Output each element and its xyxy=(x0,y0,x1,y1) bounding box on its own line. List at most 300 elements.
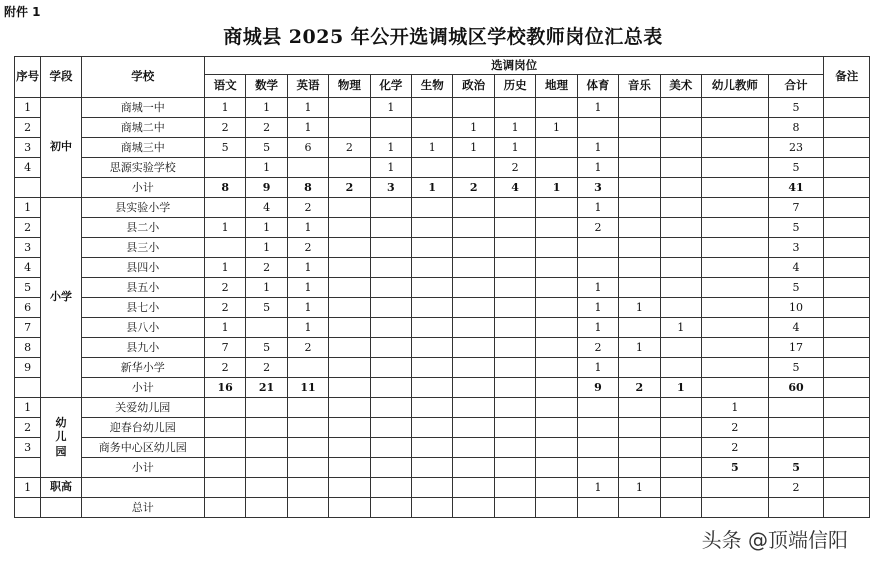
count-cell: 3 xyxy=(768,238,824,258)
seq-cell: 2 xyxy=(15,218,41,238)
count-cell xyxy=(660,98,701,118)
total-cell xyxy=(453,498,494,518)
count-cell: 5 xyxy=(768,98,824,118)
count-cell: 2 xyxy=(577,338,618,358)
count-cell xyxy=(412,158,453,178)
header-seq: 序号 xyxy=(15,57,41,98)
subtotal-cell xyxy=(494,378,535,398)
school-name: 迎春台幼儿园 xyxy=(81,418,204,438)
count-cell xyxy=(660,358,701,378)
subtotal-cell xyxy=(453,458,494,478)
count-cell xyxy=(702,238,769,258)
count-cell xyxy=(453,358,494,378)
count-cell xyxy=(536,238,577,258)
count-cell xyxy=(412,298,453,318)
count-cell xyxy=(329,358,370,378)
count-cell xyxy=(536,258,577,278)
count-cell: 1 xyxy=(702,398,769,418)
count-cell xyxy=(370,238,411,258)
count-cell xyxy=(370,478,411,498)
count-cell xyxy=(619,118,660,138)
count-cell xyxy=(660,198,701,218)
subtotal-cell xyxy=(702,378,769,398)
count-cell xyxy=(329,398,370,418)
count-cell: 1 xyxy=(577,278,618,298)
total-row xyxy=(15,498,870,518)
count-cell: 17 xyxy=(768,338,824,358)
count-cell xyxy=(660,158,701,178)
count-cell xyxy=(453,338,494,358)
count-cell: 23 xyxy=(768,138,824,158)
school-name: 商城二中 xyxy=(81,118,204,138)
count-cell xyxy=(412,118,453,138)
subtotal-cell xyxy=(536,378,577,398)
level-cell: 职高 xyxy=(41,478,81,498)
count-cell: 1 xyxy=(577,198,618,218)
count-cell: 2 xyxy=(246,118,287,138)
count-cell: 1 xyxy=(287,278,328,298)
count-cell xyxy=(768,398,824,418)
level-cell xyxy=(41,498,81,518)
subtotal-cell: 1 xyxy=(536,178,577,198)
count-cell: 5 xyxy=(768,358,824,378)
subtotal-row xyxy=(15,378,870,398)
seq-cell: 8 xyxy=(15,338,41,358)
header-subject: 政治 xyxy=(453,75,494,98)
count-cell xyxy=(619,438,660,458)
remark-cell xyxy=(824,138,870,158)
count-cell: 1 xyxy=(577,478,618,498)
count-cell: 1 xyxy=(412,138,453,158)
remark-cell xyxy=(824,378,870,398)
seq-cell: 5 xyxy=(15,278,41,298)
count-cell xyxy=(619,158,660,178)
header-subject: 物理 xyxy=(329,75,370,98)
count-cell: 1 xyxy=(494,138,535,158)
count-cell: 7 xyxy=(204,338,245,358)
count-cell: 1 xyxy=(453,118,494,138)
count-cell xyxy=(370,198,411,218)
count-cell xyxy=(536,478,577,498)
count-cell: 5 xyxy=(768,158,824,178)
table-row xyxy=(15,118,870,138)
header-subject: 历史 xyxy=(494,75,535,98)
count-cell xyxy=(453,418,494,438)
subtotal-cell: 60 xyxy=(768,378,824,398)
subtotal-cell xyxy=(577,458,618,478)
attachment-label: 附件 1 xyxy=(4,5,41,19)
level-cell: 小学 xyxy=(41,198,81,398)
count-cell: 1 xyxy=(287,258,328,278)
count-cell xyxy=(660,118,701,138)
seq-cell: 4 xyxy=(15,158,41,178)
count-cell xyxy=(329,298,370,318)
count-cell xyxy=(453,198,494,218)
remark-cell xyxy=(824,238,870,258)
count-cell: 2 xyxy=(204,118,245,138)
count-cell: 5 xyxy=(246,298,287,318)
count-cell: 1 xyxy=(577,298,618,318)
count-cell: 2 xyxy=(204,358,245,378)
count-cell xyxy=(329,158,370,178)
count-cell: 1 xyxy=(204,258,245,278)
count-cell: 4 xyxy=(246,198,287,218)
count-cell xyxy=(768,418,824,438)
subtotal-cell: 5 xyxy=(768,458,824,478)
count-cell xyxy=(660,298,701,318)
count-cell xyxy=(370,218,411,238)
count-cell xyxy=(702,138,769,158)
seq-cell: 7 xyxy=(15,318,41,338)
school-name: 县四小 xyxy=(81,258,204,278)
subtotal-cell xyxy=(619,458,660,478)
total-cell xyxy=(204,498,245,518)
total-cell xyxy=(246,498,287,518)
subtotal-cell: 16 xyxy=(204,378,245,398)
remark-cell xyxy=(824,318,870,338)
count-cell xyxy=(204,418,245,438)
header-subject: 幼儿教师 xyxy=(702,75,769,98)
count-cell xyxy=(494,278,535,298)
count-cell xyxy=(412,418,453,438)
count-cell xyxy=(660,418,701,438)
school-name: 县二小 xyxy=(81,218,204,238)
subtotal-cell: 41 xyxy=(768,178,824,198)
count-cell xyxy=(494,438,535,458)
count-cell: 2 xyxy=(577,218,618,238)
count-cell xyxy=(412,278,453,298)
header-positions-group: 选调岗位 xyxy=(204,57,823,75)
count-cell xyxy=(619,278,660,298)
header-subject: 数学 xyxy=(246,75,287,98)
table-row xyxy=(15,258,870,278)
table-row xyxy=(15,158,870,178)
count-cell: 5 xyxy=(768,278,824,298)
header-level: 学段 xyxy=(41,57,81,98)
count-cell xyxy=(577,438,618,458)
subtotal-cell xyxy=(287,458,328,478)
count-cell: 1 xyxy=(287,218,328,238)
table-row xyxy=(15,138,870,158)
count-cell xyxy=(412,238,453,258)
count-cell: 1 xyxy=(246,218,287,238)
watermark: 头条 @顶端信阳 xyxy=(701,528,848,552)
count-cell xyxy=(287,358,328,378)
remark-cell xyxy=(824,478,870,498)
seq-cell xyxy=(15,458,41,478)
count-cell xyxy=(536,278,577,298)
count-cell xyxy=(660,398,701,418)
count-cell xyxy=(412,478,453,498)
count-cell xyxy=(768,438,824,458)
count-cell xyxy=(536,298,577,318)
school-name xyxy=(81,478,204,498)
total-cell xyxy=(494,498,535,518)
subtotal-cell xyxy=(204,458,245,478)
table-row xyxy=(15,478,870,498)
count-cell: 2 xyxy=(204,278,245,298)
school-name: 新华小学 xyxy=(81,358,204,378)
count-cell: 1 xyxy=(287,318,328,338)
count-cell xyxy=(494,478,535,498)
count-cell xyxy=(702,218,769,238)
count-cell xyxy=(702,478,769,498)
seq-cell: 9 xyxy=(15,358,41,378)
count-cell xyxy=(412,358,453,378)
count-cell xyxy=(536,338,577,358)
subtotal-cell: 8 xyxy=(204,178,245,198)
count-cell xyxy=(536,218,577,238)
count-cell xyxy=(329,418,370,438)
count-cell xyxy=(577,418,618,438)
subtotal-cell xyxy=(536,458,577,478)
count-cell xyxy=(370,398,411,418)
count-cell xyxy=(453,158,494,178)
table-row xyxy=(15,318,870,338)
count-cell xyxy=(204,398,245,418)
remark-cell xyxy=(824,278,870,298)
count-cell xyxy=(702,158,769,178)
remark-cell xyxy=(824,158,870,178)
count-cell xyxy=(577,118,618,138)
count-cell: 2 xyxy=(287,198,328,218)
count-cell xyxy=(494,398,535,418)
table-row xyxy=(15,298,870,318)
count-cell: 1 xyxy=(204,98,245,118)
count-cell xyxy=(412,318,453,338)
count-cell xyxy=(577,238,618,258)
table-row xyxy=(15,338,870,358)
seq-cell: 3 xyxy=(15,238,41,258)
subtotal-cell: 3 xyxy=(577,178,618,198)
header-subject: 生物 xyxy=(412,75,453,98)
count-cell: 2 xyxy=(702,418,769,438)
school-name: 商务中心区幼儿园 xyxy=(81,438,204,458)
remark-cell xyxy=(824,218,870,238)
count-cell xyxy=(619,238,660,258)
subtotal-row xyxy=(15,458,870,478)
table-row xyxy=(15,438,870,458)
school-name: 县三小 xyxy=(81,238,204,258)
count-cell xyxy=(702,358,769,378)
count-cell: 1 xyxy=(577,318,618,338)
count-cell xyxy=(370,438,411,458)
remark-cell xyxy=(824,418,870,438)
count-cell xyxy=(329,278,370,298)
count-cell: 2 xyxy=(702,438,769,458)
seq-cell: 1 xyxy=(15,98,41,118)
level-cell: 幼儿园 xyxy=(41,398,81,478)
count-cell xyxy=(453,98,494,118)
count-cell: 1 xyxy=(577,158,618,178)
count-cell xyxy=(453,318,494,338)
count-cell: 1 xyxy=(246,158,287,178)
subtotal-cell xyxy=(619,178,660,198)
header-subject: 美术 xyxy=(660,75,701,98)
total-cell xyxy=(660,498,701,518)
table-row xyxy=(15,218,870,238)
count-cell xyxy=(412,98,453,118)
remark-cell xyxy=(824,438,870,458)
subtotal-cell xyxy=(412,378,453,398)
count-cell xyxy=(619,138,660,158)
seq-cell: 1 xyxy=(15,398,41,418)
count-cell xyxy=(494,238,535,258)
total-cell xyxy=(412,498,453,518)
table-row xyxy=(15,238,870,258)
count-cell xyxy=(329,238,370,258)
count-cell: 1 xyxy=(287,118,328,138)
count-cell: 2 xyxy=(287,338,328,358)
subtotal-cell: 3 xyxy=(370,178,411,198)
count-cell xyxy=(370,258,411,278)
count-cell: 4 xyxy=(768,258,824,278)
count-cell: 1 xyxy=(619,298,660,318)
header-remark: 备注 xyxy=(824,57,870,98)
subtotal-cell xyxy=(412,458,453,478)
count-cell: 5 xyxy=(246,138,287,158)
seq-cell xyxy=(15,178,41,198)
seq-cell: 3 xyxy=(15,138,41,158)
header-subject: 英语 xyxy=(287,75,328,98)
count-cell xyxy=(204,158,245,178)
total-cell xyxy=(370,498,411,518)
count-cell: 1 xyxy=(660,318,701,338)
count-cell xyxy=(660,338,701,358)
count-cell: 5 xyxy=(768,218,824,238)
header-subject: 音乐 xyxy=(619,75,660,98)
total-cell xyxy=(619,498,660,518)
count-cell xyxy=(702,98,769,118)
table-row xyxy=(15,398,870,418)
remark-cell xyxy=(824,98,870,118)
count-cell xyxy=(453,218,494,238)
count-cell xyxy=(702,258,769,278)
count-cell xyxy=(536,98,577,118)
count-cell xyxy=(370,318,411,338)
count-cell xyxy=(329,118,370,138)
count-cell: 10 xyxy=(768,298,824,318)
subtotal-cell: 5 xyxy=(702,458,769,478)
table-row xyxy=(15,358,870,378)
school-name: 关爱幼儿园 xyxy=(81,398,204,418)
subtotal-cell xyxy=(329,378,370,398)
count-cell xyxy=(453,278,494,298)
summary-table xyxy=(14,56,870,518)
count-cell: 8 xyxy=(768,118,824,138)
subtotal-cell xyxy=(702,178,769,198)
count-cell xyxy=(412,438,453,458)
count-cell xyxy=(702,298,769,318)
count-cell xyxy=(660,258,701,278)
remark-cell xyxy=(824,178,870,198)
subtotal-cell: 4 xyxy=(494,178,535,198)
count-cell xyxy=(494,418,535,438)
count-cell xyxy=(287,478,328,498)
count-cell xyxy=(412,218,453,238)
remark-cell xyxy=(824,198,870,218)
header-school: 学校 xyxy=(81,57,204,98)
count-cell xyxy=(246,398,287,418)
count-cell: 6 xyxy=(287,138,328,158)
count-cell xyxy=(702,118,769,138)
school-name: 县八小 xyxy=(81,318,204,338)
subtotal-label: 小计 xyxy=(81,458,204,478)
count-cell xyxy=(660,438,701,458)
count-cell: 2 xyxy=(329,138,370,158)
count-cell xyxy=(577,398,618,418)
count-cell: 1 xyxy=(287,298,328,318)
count-cell xyxy=(660,238,701,258)
seq-cell xyxy=(15,498,41,518)
count-cell: 1 xyxy=(453,138,494,158)
count-cell: 1 xyxy=(370,138,411,158)
count-cell xyxy=(536,158,577,178)
header-subject: 语文 xyxy=(204,75,245,98)
count-cell: 1 xyxy=(204,218,245,238)
count-cell xyxy=(619,98,660,118)
count-cell xyxy=(619,218,660,238)
count-cell xyxy=(702,198,769,218)
remark-cell xyxy=(824,498,870,518)
subtotal-cell xyxy=(494,458,535,478)
count-cell: 5 xyxy=(246,338,287,358)
count-cell xyxy=(329,98,370,118)
count-cell xyxy=(536,318,577,338)
count-cell: 1 xyxy=(287,98,328,118)
subtotal-cell: 2 xyxy=(329,178,370,198)
count-cell xyxy=(287,418,328,438)
subtotal-cell: 1 xyxy=(412,178,453,198)
count-cell xyxy=(619,418,660,438)
count-cell xyxy=(370,118,411,138)
count-cell: 1 xyxy=(577,98,618,118)
count-cell xyxy=(246,418,287,438)
subtotal-cell: 2 xyxy=(453,178,494,198)
subtotal-cell xyxy=(660,458,701,478)
count-cell: 7 xyxy=(768,198,824,218)
remark-cell xyxy=(824,398,870,418)
remark-cell xyxy=(824,458,870,478)
count-cell xyxy=(619,198,660,218)
count-cell xyxy=(536,418,577,438)
count-cell: 1 xyxy=(246,238,287,258)
count-cell xyxy=(536,358,577,378)
table-row xyxy=(15,418,870,438)
remark-cell xyxy=(824,258,870,278)
subtotal-cell xyxy=(329,458,370,478)
total-cell xyxy=(536,498,577,518)
count-cell xyxy=(453,438,494,458)
count-cell xyxy=(329,198,370,218)
count-cell xyxy=(287,158,328,178)
count-cell xyxy=(494,258,535,278)
total-cell xyxy=(768,498,824,518)
remark-cell xyxy=(824,358,870,378)
count-cell: 2 xyxy=(494,158,535,178)
count-cell xyxy=(660,278,701,298)
count-cell xyxy=(453,398,494,418)
subtotal-row xyxy=(15,178,870,198)
count-cell xyxy=(204,198,245,218)
count-cell xyxy=(329,438,370,458)
count-cell xyxy=(536,438,577,458)
count-cell xyxy=(370,418,411,438)
subtotal-cell: 8 xyxy=(287,178,328,198)
count-cell: 2 xyxy=(287,238,328,258)
count-cell xyxy=(494,358,535,378)
count-cell xyxy=(660,138,701,158)
